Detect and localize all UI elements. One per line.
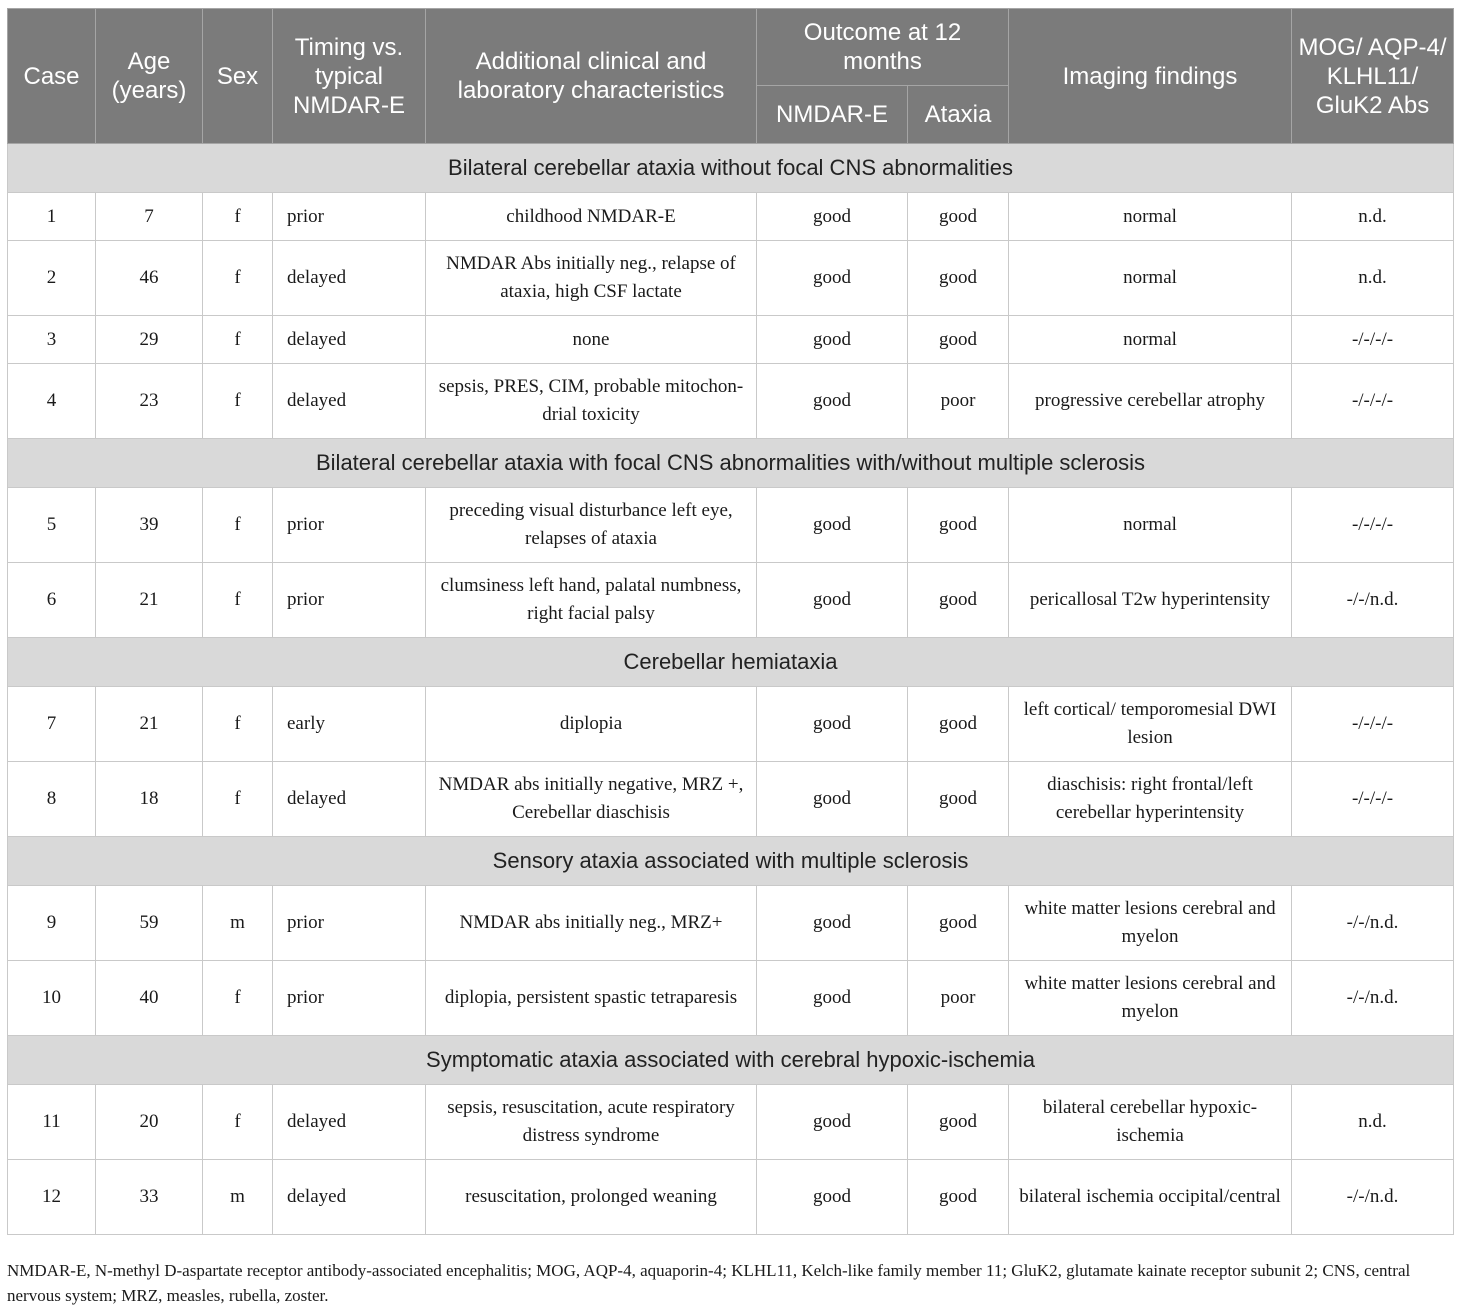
section-title: Cerebellar hemiataxia — [8, 638, 1454, 687]
cell-nmdar: good — [757, 1085, 908, 1160]
cell-sex: f — [203, 488, 273, 563]
cell-age: 29 — [96, 316, 203, 364]
cell-case: 8 — [8, 762, 96, 837]
cell-imaging: bilateral cerebellar hypoxic-ischemia — [1009, 1085, 1292, 1160]
cell-ataxia: good — [908, 886, 1009, 961]
cell-timing: delayed — [273, 364, 426, 439]
cell-abs: -/-/n.d. — [1292, 1160, 1454, 1235]
cell-imaging: normal — [1009, 316, 1292, 364]
cell-ataxia: good — [908, 1085, 1009, 1160]
cell-case: 9 — [8, 886, 96, 961]
cell-additional: resuscitation, prolonged weaning — [426, 1160, 757, 1235]
cell-abs: n.d. — [1292, 1085, 1454, 1160]
cell-sex: m — [203, 886, 273, 961]
cell-age: 21 — [96, 563, 203, 638]
section-title: Sensory ataxia associated with multiple sclerosis — [8, 837, 1454, 886]
table-container — [7, 8, 1453, 1235]
cell-timing: delayed — [273, 762, 426, 837]
cell-additional: diplopia — [426, 687, 757, 762]
cell-ataxia: good — [908, 563, 1009, 638]
cell-additional: preceding visual disturbance left eye, relapses of ataxia — [426, 488, 757, 563]
header-outcome-nmdar: NMDAR-E — [757, 86, 908, 144]
cell-ataxia: good — [908, 488, 1009, 563]
cell-age: 20 — [96, 1085, 203, 1160]
table-header — [8, 9, 1454, 144]
cell-nmdar: good — [757, 316, 908, 364]
cell-imaging: white matter lesions cerebral and myelon — [1009, 886, 1292, 961]
cell-ataxia: good — [908, 193, 1009, 241]
cell-ataxia: good — [908, 241, 1009, 316]
cell-additional: diplopia, persistent spastic tetraparesis — [426, 961, 757, 1036]
cell-case: 4 — [8, 364, 96, 439]
table-row — [8, 193, 1454, 241]
cell-case: 7 — [8, 687, 96, 762]
table-row — [8, 488, 1454, 563]
cell-additional: sepsis, resuscitation, acute respiratory distress syndrome — [426, 1085, 757, 1160]
section-row — [8, 1036, 1454, 1085]
cell-imaging: progressive cerebellar atrophy — [1009, 364, 1292, 439]
cell-imaging: normal — [1009, 488, 1292, 563]
cell-case: 6 — [8, 563, 96, 638]
cell-sex: f — [203, 193, 273, 241]
cell-sex: f — [203, 961, 273, 1036]
section-title: Symptomatic ataxia associated with cerebral hypoxic-ischemia — [8, 1036, 1454, 1085]
header-outcome: Outcome at 12 months — [757, 9, 1009, 86]
cell-age: 46 — [96, 241, 203, 316]
cell-nmdar: good — [757, 762, 908, 837]
header-abs: MOG/ AQP-4/ KLHL11/ GluK2 Abs — [1292, 9, 1454, 144]
cell-imaging: white matter lesions cerebral and myelon — [1009, 961, 1292, 1036]
header-sex: Sex — [203, 9, 273, 144]
cell-imaging: normal — [1009, 241, 1292, 316]
cell-sex: f — [203, 1085, 273, 1160]
section-title: Bilateral cerebellar ataxia without focal CNS abnormalities — [8, 144, 1454, 193]
table-row — [8, 364, 1454, 439]
table-row — [8, 687, 1454, 762]
cell-ataxia: good — [908, 762, 1009, 837]
cell-additional: NMDAR abs initially neg., MRZ+ — [426, 886, 757, 961]
cell-additional: childhood NMDAR-E — [426, 193, 757, 241]
cell-sex: f — [203, 364, 273, 439]
header-outcome-ataxia: Ataxia — [908, 86, 1009, 144]
section-row — [8, 144, 1454, 193]
cell-sex: f — [203, 241, 273, 316]
cell-timing: prior — [273, 961, 426, 1036]
header-additional: Additional clinical and laboratory characteristics — [426, 9, 757, 144]
table-row — [8, 316, 1454, 364]
table-row — [8, 563, 1454, 638]
cell-ataxia: poor — [908, 961, 1009, 1036]
table-body — [8, 144, 1454, 1235]
section-row — [8, 638, 1454, 687]
cell-nmdar: good — [757, 563, 908, 638]
cell-sex: f — [203, 563, 273, 638]
cell-age: 7 — [96, 193, 203, 241]
table-row — [8, 886, 1454, 961]
cell-timing: prior — [273, 193, 426, 241]
cell-nmdar: good — [757, 1160, 908, 1235]
header-timing: Timing vs. typical NMDAR-E — [273, 9, 426, 144]
table-footnote: NMDAR-E, N-methyl D-aspartate receptor antibody-associated encephalitis; MOG, AQP-4, aquaporin-4; KLHL11, Kelch-like family member 11; GluK2, glutamate kainate receptor subunit 2; CNS, central nervous system; MRZ, measles, rubella, zoster. — [7, 1261, 1411, 1305]
table-row — [8, 762, 1454, 837]
header-case: Case — [8, 9, 96, 144]
cell-age: 40 — [96, 961, 203, 1036]
cell-case: 12 — [8, 1160, 96, 1235]
table-row — [8, 961, 1454, 1036]
cell-additional: none — [426, 316, 757, 364]
cell-nmdar: good — [757, 687, 908, 762]
cell-timing: prior — [273, 886, 426, 961]
cell-timing: early — [273, 687, 426, 762]
table-row — [8, 1160, 1454, 1235]
cell-timing: delayed — [273, 241, 426, 316]
cell-timing: delayed — [273, 1160, 426, 1235]
cell-abs: -/-/-/- — [1292, 364, 1454, 439]
cell-additional: clumsiness left hand, palatal numbness, right facial palsy — [426, 563, 757, 638]
cell-age: 23 — [96, 364, 203, 439]
cell-imaging: normal — [1009, 193, 1292, 241]
cell-imaging: bilateral ischemia occipital/central — [1009, 1160, 1292, 1235]
cell-sex: f — [203, 316, 273, 364]
header-age: Age (years) — [96, 9, 203, 144]
cell-ataxia: good — [908, 1160, 1009, 1235]
cell-ataxia: good — [908, 687, 1009, 762]
cell-additional: NMDAR abs initially negative, MRZ +, Cerebellar diaschisis — [426, 762, 757, 837]
table-row — [8, 1085, 1454, 1160]
cell-age: 33 — [96, 1160, 203, 1235]
cell-abs: -/-/-/- — [1292, 687, 1454, 762]
table-row — [8, 241, 1454, 316]
cell-case: 2 — [8, 241, 96, 316]
cell-sex: f — [203, 762, 273, 837]
cell-ataxia: good — [908, 316, 1009, 364]
cell-timing: prior — [273, 488, 426, 563]
section-row — [8, 837, 1454, 886]
cell-imaging: diaschisis: right frontal/left cerebellar hyperintensity — [1009, 762, 1292, 837]
cell-imaging: pericallosal T2w hyperintensity — [1009, 563, 1292, 638]
cell-nmdar: good — [757, 241, 908, 316]
cell-nmdar: good — [757, 886, 908, 961]
cell-sex: m — [203, 1160, 273, 1235]
cell-timing: delayed — [273, 316, 426, 364]
cell-abs: -/-/-/- — [1292, 762, 1454, 837]
cell-age: 21 — [96, 687, 203, 762]
cell-abs: -/-/n.d. — [1292, 563, 1454, 638]
cell-abs: n.d. — [1292, 241, 1454, 316]
cell-case: 10 — [8, 961, 96, 1036]
cell-abs: -/-/-/- — [1292, 316, 1454, 364]
cell-additional: sepsis, PRES, CIM, probable mitochon-drial toxicity — [426, 364, 757, 439]
cell-ataxia: poor — [908, 364, 1009, 439]
cell-case: 5 — [8, 488, 96, 563]
cell-age: 39 — [96, 488, 203, 563]
cell-nmdar: good — [757, 193, 908, 241]
cell-sex: f — [203, 687, 273, 762]
cell-nmdar: good — [757, 488, 908, 563]
cell-case: 11 — [8, 1085, 96, 1160]
cell-nmdar: good — [757, 364, 908, 439]
header-imaging: Imaging findings — [1009, 9, 1292, 144]
section-title: Bilateral cerebellar ataxia with focal CNS abnormalities with/without multiple sclerosis — [8, 439, 1454, 488]
cell-imaging: left cortical/ temporomesial DWI lesion — [1009, 687, 1292, 762]
cell-age: 18 — [96, 762, 203, 837]
cell-timing: delayed — [273, 1085, 426, 1160]
cell-nmdar: good — [757, 961, 908, 1036]
cell-additional: NMDAR Abs initially neg., relapse of ataxia, high CSF lactate — [426, 241, 757, 316]
cell-age: 59 — [96, 886, 203, 961]
section-row — [8, 439, 1454, 488]
cell-timing: prior — [273, 563, 426, 638]
cell-case: 3 — [8, 316, 96, 364]
cell-abs: -/-/n.d. — [1292, 886, 1454, 961]
cell-case: 1 — [8, 193, 96, 241]
cell-abs: -/-/n.d. — [1292, 961, 1454, 1036]
cell-abs: n.d. — [1292, 193, 1454, 241]
cell-abs: -/-/-/- — [1292, 488, 1454, 563]
clinical-table — [7, 8, 1454, 1235]
